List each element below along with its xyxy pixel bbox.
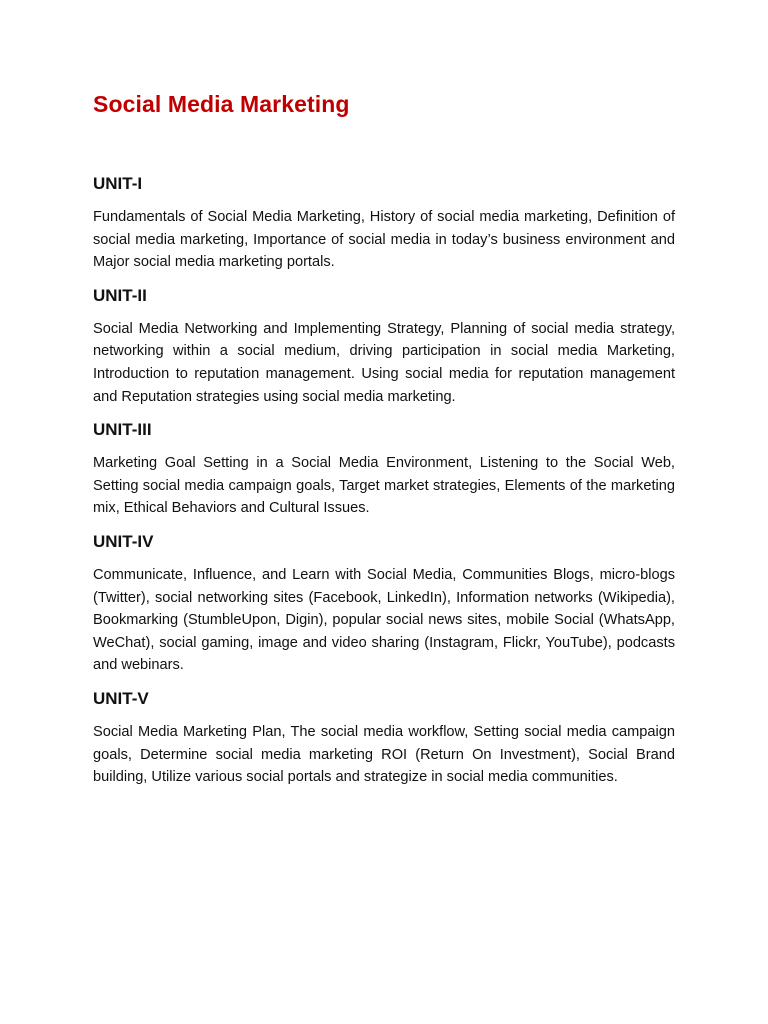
unit-4-heading: UNIT-IV bbox=[93, 531, 154, 551]
unit-1-body: Fundamentals of Social Media Marketing, History of social media marketing, Definition of social media marketing, Importance of social media in today’s business environment and Major social media marketing portals. bbox=[93, 209, 675, 271]
document-page bbox=[93, 86, 675, 799]
unit-4-section bbox=[93, 530, 675, 677]
unit-4-body: Communicate, Influence, and Learn with Social Media, Communities Blogs, micro-blogs (Twitter), social networking sites (Facebook, LinkedIn), Information networks (Wikipedia), Bookmarking (StumbleUpon, Digin), popular social news sites, mobile Social (WhatsApp, WeChat), social gaming, image and video sharing (Instagram, Flickr, YouTube), podcasts and webinars. bbox=[93, 566, 675, 674]
unit-5-section bbox=[93, 687, 675, 789]
unit-1-heading: UNIT-I bbox=[93, 174, 143, 193]
unit-3-body: Marketing Goal Setting in a Social Media Environment, Listening to the Social Web, Setting social media campaign goals, Target market strategies, Elements of the marketing mix, Ethical Behaviors and Cultural Issues. bbox=[93, 455, 675, 517]
unit-5-body: Social Media Marketing Plan, The social media workflow, Setting social media campaign goals, Determine social media marketing ROI (Return On Investment), Social Brand building, Utilize various social portals and strategize in social media communities. bbox=[93, 723, 675, 786]
unit-3-heading: UNIT-III bbox=[93, 420, 152, 440]
unit-2-heading: UNIT-II bbox=[93, 285, 147, 305]
unit-1-section bbox=[93, 172, 675, 274]
unit-2-body: Social Media Networking and Implementing Strategy, Planning of social media strategy, networking within a social medium, driving participation in social media Marketing, Introduction to reputation management. Using social media for reputation management and Reputation strategies using social media marketing. bbox=[93, 320, 675, 405]
unit-3-section bbox=[93, 418, 675, 520]
unit-2-section bbox=[93, 284, 675, 408]
document-title: Social Media Marketing bbox=[93, 91, 350, 117]
unit-5-heading: UNIT-V bbox=[93, 688, 149, 708]
